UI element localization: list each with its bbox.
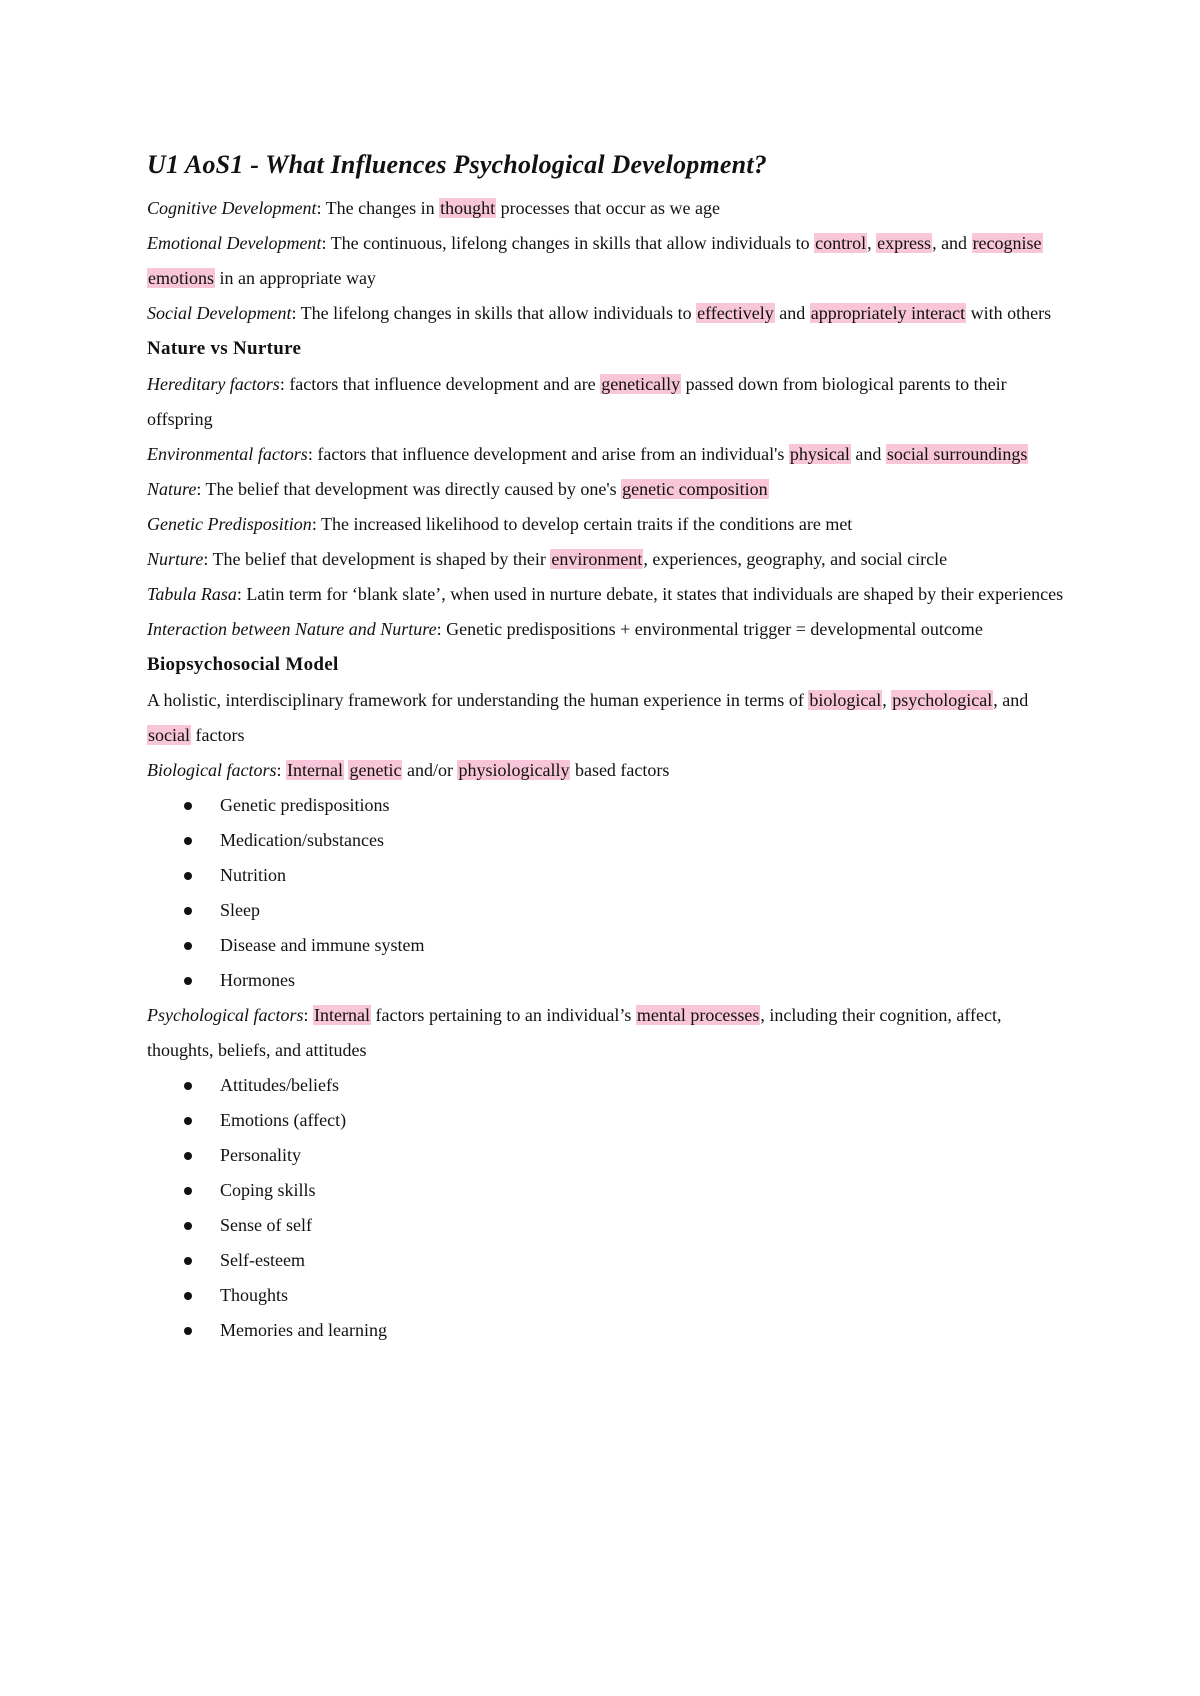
highlighted-text: express: [877, 233, 932, 253]
highlighted-text: mental processes: [636, 1005, 760, 1025]
term-label: Psychological factors: [147, 1005, 304, 1025]
list-item-label: Genetic predispositions: [220, 795, 390, 815]
text-run: : The belief that development was directly caused by one's: [196, 479, 622, 499]
text-run: , and: [993, 690, 1029, 710]
definition-nature: [147, 472, 1067, 507]
text-run: , experiences, geography, and social circle: [643, 549, 948, 569]
list-item: [184, 823, 1067, 858]
term-label: Emotional Development: [147, 233, 322, 253]
list-item-label: Attitudes/beliefs: [220, 1075, 339, 1095]
term-label: Genetic Predisposition: [147, 514, 312, 534]
bullet-icon: [184, 1257, 192, 1265]
list-item-label: Memories and learning: [220, 1320, 387, 1340]
text-run: and/or: [402, 760, 458, 780]
bullet-icon: [184, 1187, 192, 1195]
text-run: ,: [867, 233, 877, 253]
list-item-label: Nutrition: [220, 865, 286, 885]
highlighted-text: Internal: [314, 1005, 370, 1025]
list-item: [184, 1068, 1067, 1103]
nature-vs-nurture-section: [147, 367, 1067, 647]
list-item: [184, 928, 1067, 963]
bullet-icon: [184, 1152, 192, 1160]
bullet-icon: [184, 942, 192, 950]
highlighted-text: social surroundings: [886, 444, 1028, 464]
highlighted-text: physical: [789, 444, 850, 464]
biopsychosocial-intro: [147, 683, 1067, 753]
highlighted-text: emotions: [148, 268, 214, 288]
document-body: [147, 145, 1067, 1348]
definition-hereditary-factors: [147, 367, 1067, 437]
term-label: Nurture: [147, 549, 204, 569]
definition-interaction: [147, 612, 1067, 647]
text-run: factors: [191, 725, 245, 745]
bullet-icon: [184, 872, 192, 880]
list-item-label: Hormones: [220, 970, 295, 990]
text-run: with others: [966, 303, 1052, 323]
term-label: Hereditary factors: [147, 374, 280, 394]
list-item-label: Thoughts: [220, 1285, 289, 1305]
list-item: [184, 1208, 1067, 1243]
list-item-label: Medication/substances: [220, 830, 384, 850]
text-run: factors pertaining to an individual’s: [370, 1005, 636, 1025]
list-item: [184, 1243, 1067, 1278]
bullet-icon: [184, 1327, 192, 1335]
text-run: , and: [932, 233, 972, 253]
text-run: and: [774, 303, 810, 323]
list-item: [184, 1278, 1067, 1313]
list-item: [184, 893, 1067, 928]
psychological-factors-list: [147, 1068, 1067, 1348]
list-item: [184, 1103, 1067, 1138]
text-run: and: [850, 444, 886, 464]
text-run: : The belief that development is shaped by their: [203, 549, 551, 569]
bullet-icon: [184, 1292, 192, 1300]
definition-emotional: [147, 226, 1067, 296]
text-run: A holistic, interdisciplinary framework for understanding the human experience in terms of: [147, 690, 809, 710]
text-run: based factors: [570, 760, 670, 780]
list-item-label: Coping skills: [220, 1180, 316, 1200]
highlighted-text: social: [148, 725, 190, 745]
text-run: : Latin term for ‘blank slate’, when used in nurture debate, it states that individuals are shaped by their experiences: [236, 584, 1064, 604]
term-label: Tabula Rasa: [147, 584, 237, 604]
text-run: : factors that influence development and arise from an individual's: [307, 444, 789, 464]
bullet-icon: [184, 1117, 192, 1125]
definition-environmental-factors: [147, 437, 1067, 472]
biopsychosocial-heading: Biopsychosocial Model: [147, 654, 339, 675]
list-item: [184, 1138, 1067, 1173]
highlighted-text: recognise: [972, 233, 1042, 253]
list-item: [184, 858, 1067, 893]
text-run: : factors that influence development and are: [279, 374, 601, 394]
term-label: Nature: [147, 479, 197, 499]
definition-nurture: [147, 542, 1067, 577]
definition-social: [147, 296, 1067, 331]
definition-tabula-rasa: [147, 577, 1067, 612]
text-run: processes that occur as we age: [496, 198, 721, 218]
list-item-label: Disease and immune system: [220, 935, 425, 955]
biological-factors-list: [147, 788, 1067, 998]
list-item: [184, 788, 1067, 823]
list-item: [184, 1313, 1067, 1348]
list-item-label: Sleep: [220, 900, 260, 920]
list-item: [184, 963, 1067, 998]
text-run: :: [276, 760, 287, 780]
text-run: , including their cognition, affect, thoughts, beliefs, and attitudes: [147, 1005, 1002, 1060]
bullet-icon: [184, 977, 192, 985]
page-title: U1 AoS1 - What Influences Psychological Development?: [147, 150, 767, 179]
list-item-label: Emotions (affect): [220, 1110, 347, 1130]
bullet-icon: [184, 907, 192, 915]
list-item-label: Self-esteem: [220, 1250, 305, 1270]
text-run: ,: [882, 690, 892, 710]
highlighted-text: thought: [440, 198, 496, 218]
bullet-icon: [184, 1082, 192, 1090]
highlighted-text: genetic: [349, 760, 402, 780]
text-run: in an appropriate way: [215, 268, 376, 288]
bullet-icon: [184, 802, 192, 810]
text-run: :: [303, 1005, 313, 1025]
definition-psychological-factors: [147, 998, 1067, 1068]
development-definitions: [147, 191, 1067, 331]
term-label: Environmental factors: [147, 444, 308, 464]
term-label: Biological factors: [147, 760, 277, 780]
term-label: Interaction between Nature and Nurture: [147, 619, 437, 639]
bullet-icon: [184, 1222, 192, 1230]
highlighted-text: genetically: [601, 374, 681, 394]
highlighted-text: effectively: [697, 303, 774, 323]
bullet-icon: [184, 837, 192, 845]
list-item-label: Personality: [220, 1145, 301, 1165]
biopsychosocial-section: [147, 683, 1067, 1348]
list-item-label: Sense of self: [220, 1215, 312, 1235]
term-label: Cognitive Development: [147, 198, 317, 218]
definition-biological-factors: [147, 753, 1067, 788]
highlighted-text: environment: [551, 549, 643, 569]
highlighted-text: appropriately interact: [810, 303, 966, 323]
nature-vs-nurture-heading: Nature vs Nurture: [147, 338, 302, 359]
definition-genetic-predisposition: [147, 507, 1067, 542]
text-run: passed down from biological parents to their offspring: [147, 374, 1007, 429]
highlighted-text: control: [815, 233, 867, 253]
text-run: : The continuous, lifelong changes in skills that allow individuals to: [321, 233, 815, 253]
highlighted-text: physiologically: [458, 760, 570, 780]
highlighted-text: genetic composition: [622, 479, 768, 499]
term-label: Social Development: [147, 303, 292, 323]
text-run: : The changes in: [316, 198, 440, 218]
text-run: : The increased likelihood to develop certain traits if the conditions are met: [311, 514, 853, 534]
highlighted-text: biological: [809, 690, 882, 710]
definition-cognitive: [147, 191, 1067, 226]
highlighted-text: Internal: [287, 760, 343, 780]
text-run: : The lifelong changes in skills that allow individuals to: [291, 303, 697, 323]
list-item: [184, 1173, 1067, 1208]
text-run: : Genetic predispositions + environmental trigger = developmental outcome: [436, 619, 983, 639]
highlighted-text: psychological: [892, 690, 993, 710]
